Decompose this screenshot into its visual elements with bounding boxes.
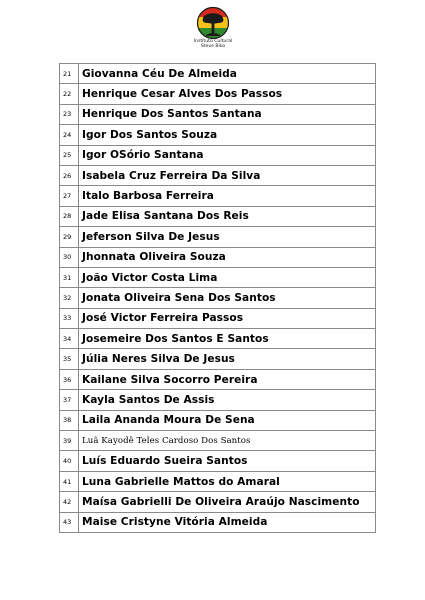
student-name: Jonata Oliveira Sena Dos Santos <box>79 288 376 308</box>
student-name: Júlia Neres Silva De Jesus <box>79 349 376 369</box>
row-number: 35 <box>60 349 79 369</box>
table-row <box>60 349 376 369</box>
row-number: 42 <box>60 492 79 512</box>
table-row <box>60 145 376 165</box>
student-name: Henrique Dos Santos Santana <box>79 104 376 124</box>
student-name: Josemeire Dos Santos E Santos <box>79 329 376 349</box>
table-row <box>60 186 376 206</box>
row-number: 24 <box>60 125 79 145</box>
table-row <box>60 125 376 145</box>
row-number: 23 <box>60 104 79 124</box>
roster-body <box>60 64 376 533</box>
table-row <box>60 64 376 84</box>
row-number: 29 <box>60 227 79 247</box>
row-number: 37 <box>60 390 79 410</box>
student-name: Igor Dos Santos Souza <box>79 125 376 145</box>
student-name: Luã Kayodê Teles Cardoso Dos Santos <box>79 431 376 451</box>
student-name: Isabela Cruz Ferreira Da Silva <box>79 165 376 185</box>
student-name: Laila Ananda Moura De Sena <box>79 410 376 430</box>
table-row <box>60 369 376 389</box>
student-name: José Victor Ferreira Passos <box>79 308 376 328</box>
row-number: 40 <box>60 451 79 471</box>
row-number: 21 <box>60 64 79 84</box>
student-name: Henrique Cesar Alves Dos Passos <box>79 84 376 104</box>
table-row <box>60 84 376 104</box>
table-row <box>60 492 376 512</box>
row-number: 34 <box>60 329 79 349</box>
row-number: 41 <box>60 471 79 491</box>
student-name: Luna Gabrielle Mattos do Amaral <box>79 471 376 491</box>
student-name: Kailane Silva Socorro Pereira <box>79 369 376 389</box>
logo-line-1: Instituto Cultural <box>193 39 233 44</box>
row-number: 31 <box>60 267 79 287</box>
institute-logo <box>185 6 241 56</box>
student-name: Luís Eduardo Sueira Santos <box>79 451 376 471</box>
row-number: 30 <box>60 247 79 267</box>
student-name: Jhonnata Oliveira Souza <box>79 247 376 267</box>
student-name: Italo Barbosa Ferreira <box>79 186 376 206</box>
row-number: 33 <box>60 308 79 328</box>
logo-line-2: Steve Biko <box>200 44 226 49</box>
row-number: 43 <box>60 512 79 532</box>
table-row <box>60 390 376 410</box>
student-name: Giovanna Céu De Almeida <box>79 64 376 84</box>
row-number: 22 <box>60 84 79 104</box>
table-row <box>60 288 376 308</box>
student-name: Jade Elisa Santana Dos Reis <box>79 206 376 226</box>
student-name: Maise Cristyne Vitória Almeida <box>79 512 376 532</box>
table-row <box>60 206 376 226</box>
table-row <box>60 512 376 532</box>
table-row <box>60 165 376 185</box>
logo-caption <box>185 39 241 49</box>
row-number: 39 <box>60 431 79 451</box>
student-name: Kayla Santos De Assis <box>79 390 376 410</box>
table-row <box>60 329 376 349</box>
student-name: Igor OSório Santana <box>79 145 376 165</box>
logo-emblem-icon <box>185 6 241 40</box>
student-name: Maísa Gabrielli De Oliveira Araújo Nascimento <box>79 492 376 512</box>
student-name: João Victor Costa Lima <box>79 267 376 287</box>
row-number: 27 <box>60 186 79 206</box>
table-row <box>60 471 376 491</box>
row-number: 32 <box>60 288 79 308</box>
table-row <box>60 308 376 328</box>
table-row <box>60 267 376 287</box>
table-row <box>60 431 376 451</box>
table-row <box>60 104 376 124</box>
table-row <box>60 410 376 430</box>
table-row <box>60 451 376 471</box>
table-row <box>60 227 376 247</box>
student-name: Jeferson Silva De Jesus <box>79 227 376 247</box>
row-number: 28 <box>60 206 79 226</box>
row-number: 26 <box>60 165 79 185</box>
row-number: 36 <box>60 369 79 389</box>
student-roster-table <box>59 63 376 533</box>
table-row <box>60 247 376 267</box>
row-number: 38 <box>60 410 79 430</box>
row-number: 25 <box>60 145 79 165</box>
